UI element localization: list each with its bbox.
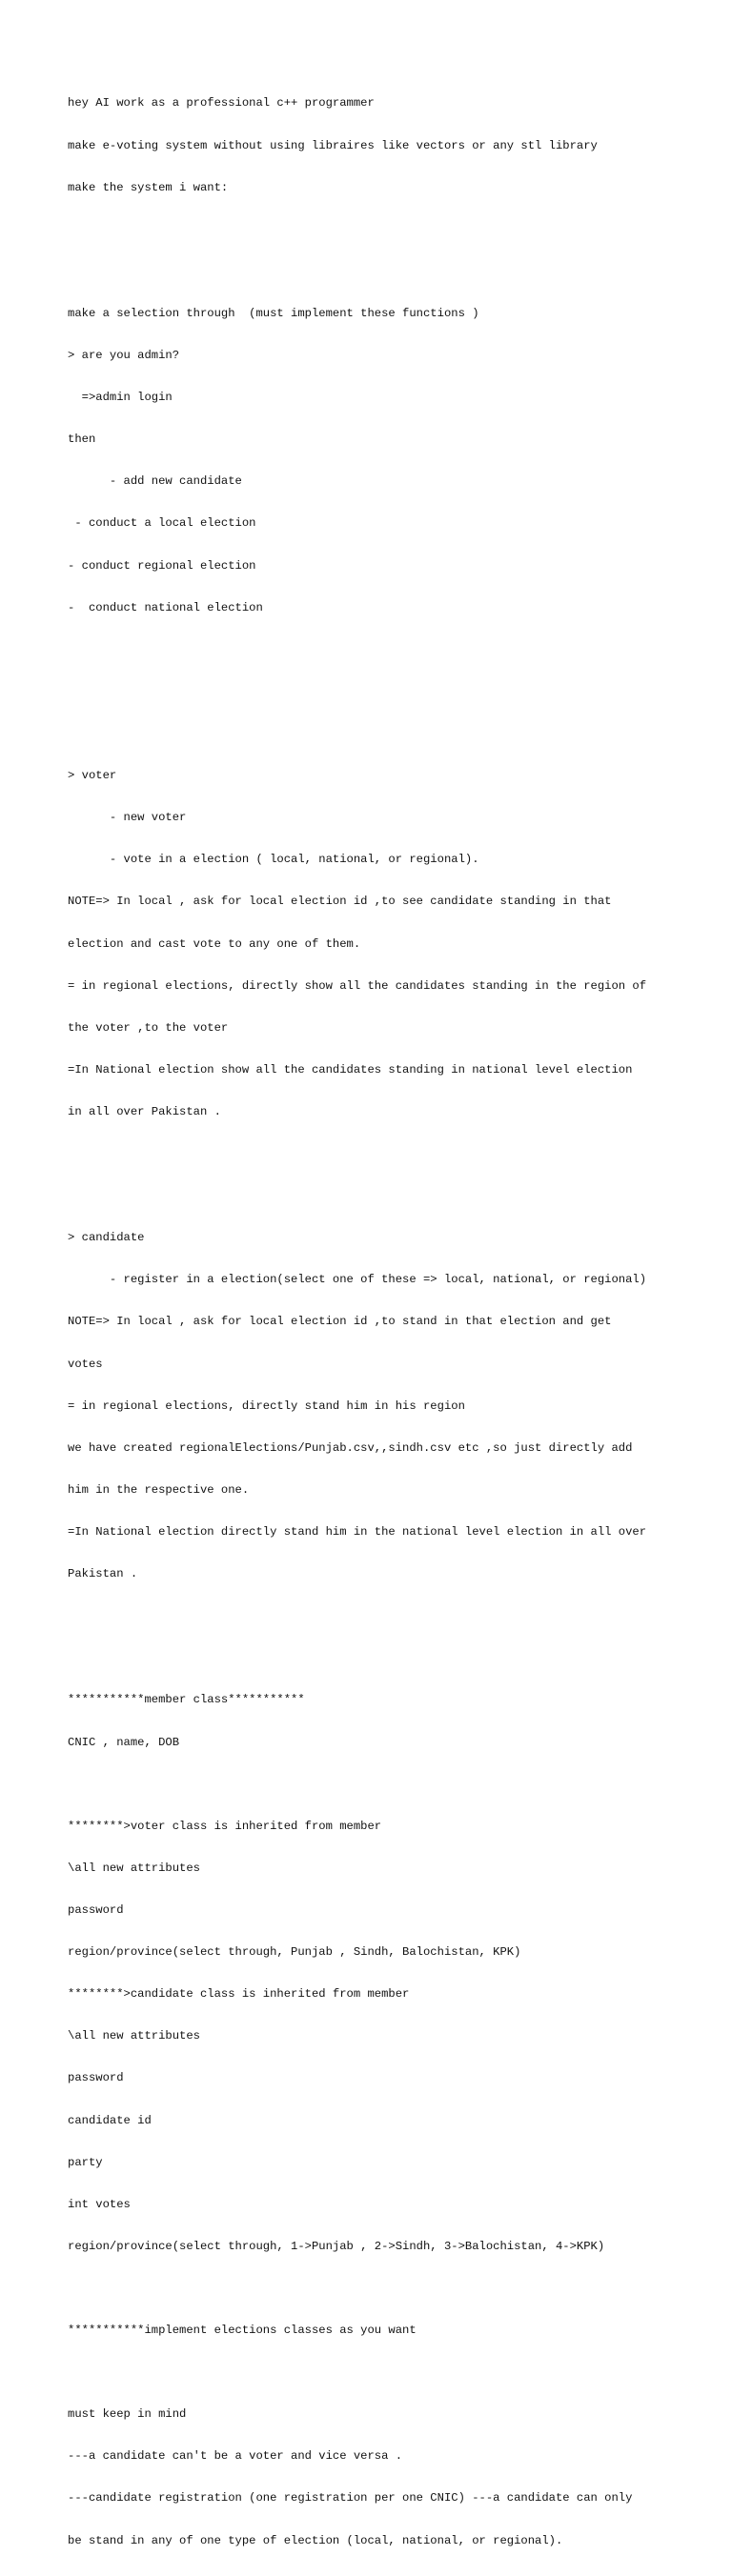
text-line: CNIC , name, DOB [68, 1735, 180, 1749]
text-line: \all new attributes [68, 2029, 200, 2043]
text-line: party [68, 2155, 103, 2169]
text-line: int votes [68, 2197, 131, 2211]
text-line: > voter [68, 769, 117, 783]
text-line: ********>candidate class is inherited from member [68, 1987, 410, 2002]
text-line: election and cast vote to any one of them. [68, 936, 361, 951]
text-line: ---candidate registration (one registration per one CNIC) ---a candidate can only [68, 2491, 633, 2506]
text-line: we have created regionalElections/Punjab.csv,,sindh.csv etc ,so just directly add [68, 1440, 633, 1455]
text-line: must keep in mind [68, 2407, 187, 2422]
blank-line [68, 643, 716, 657]
blank-line [68, 1651, 716, 1665]
text-line: hey AI work as a professional c++ programmer [68, 96, 375, 111]
blank-line [68, 265, 716, 279]
text-line: > are you admin? [68, 349, 180, 363]
text-line: \all new attributes [68, 1861, 200, 1875]
text-line: - conduct regional election [68, 558, 256, 573]
blank-line [68, 1147, 716, 1161]
text-line: votes [68, 1357, 103, 1371]
text-line: - vote in a election ( local, national, or regional). [68, 853, 479, 867]
document-text [68, 69, 716, 2576]
text-line: make a selection through (must implement these functions ) [68, 306, 479, 320]
text-line: be stand in any of one type of election (local, national, or regional). [68, 2533, 563, 2547]
text-line: password [68, 1902, 124, 1917]
text-line: in all over Pakistan . [68, 1104, 221, 1118]
text-line: = in regional elections, directly stand him in his region [68, 1399, 465, 1413]
text-line: > candidate [68, 1231, 145, 1245]
text-line: =In National election directly stand him in the national level election in all over [68, 1525, 647, 1540]
blank-line [68, 1609, 716, 1623]
text-line: NOTE=> In local , ask for local election id ,to see candidate standing in that [68, 895, 612, 909]
text-line: region/province(select through, 1->Punjab , 2->Sindh, 3->Balochistan, 4->KPK) [68, 2239, 605, 2253]
blank-line [68, 2282, 716, 2296]
text-line: - conduct a local election [68, 516, 256, 531]
text-line: - register in a election(select one of these => local, national, or regional) [68, 1273, 647, 1287]
text-line: ***********implement elections classes as you want [68, 2324, 417, 2338]
text-line: candidate id [68, 2113, 152, 2127]
blank-line [68, 1778, 716, 1792]
text-line: him in the respective one. [68, 1482, 250, 1497]
blank-line [68, 1189, 716, 1203]
text-line: password [68, 2071, 124, 2085]
text-line: make the system i want: [68, 180, 229, 194]
text-line: =In National election show all the candidates standing in national level election [68, 1062, 633, 1077]
text-line: - add new candidate [68, 474, 242, 489]
text-line: ***********member class*********** [68, 1693, 305, 1707]
text-line: =>admin login [68, 391, 173, 405]
blank-line [68, 2365, 716, 2380]
text-line: NOTE=> In local , ask for local election id ,to stand in that election and get [68, 1315, 612, 1329]
text-line: ---a candidate can't be a voter and vice versa . [68, 2449, 403, 2464]
text-line: region/province(select through, Punjab , Sindh, Balochistan, KPK) [68, 1945, 521, 1960]
text-line: ********>voter class is inherited from member [68, 1819, 382, 1833]
text-line: Pakistan . [68, 1567, 138, 1581]
text-line: make e-voting system without using libraires like vectors or any stl library [68, 138, 598, 152]
blank-line [68, 223, 716, 237]
text-line: - conduct national election [68, 600, 263, 614]
text-line: - new voter [68, 811, 187, 825]
text-line: then [68, 433, 96, 447]
blank-line [68, 685, 716, 699]
text-line: = in regional elections, directly show all the candidates standing in the region of [68, 978, 647, 993]
blank-line [68, 727, 716, 741]
text-line: the voter ,to the voter [68, 1020, 229, 1035]
